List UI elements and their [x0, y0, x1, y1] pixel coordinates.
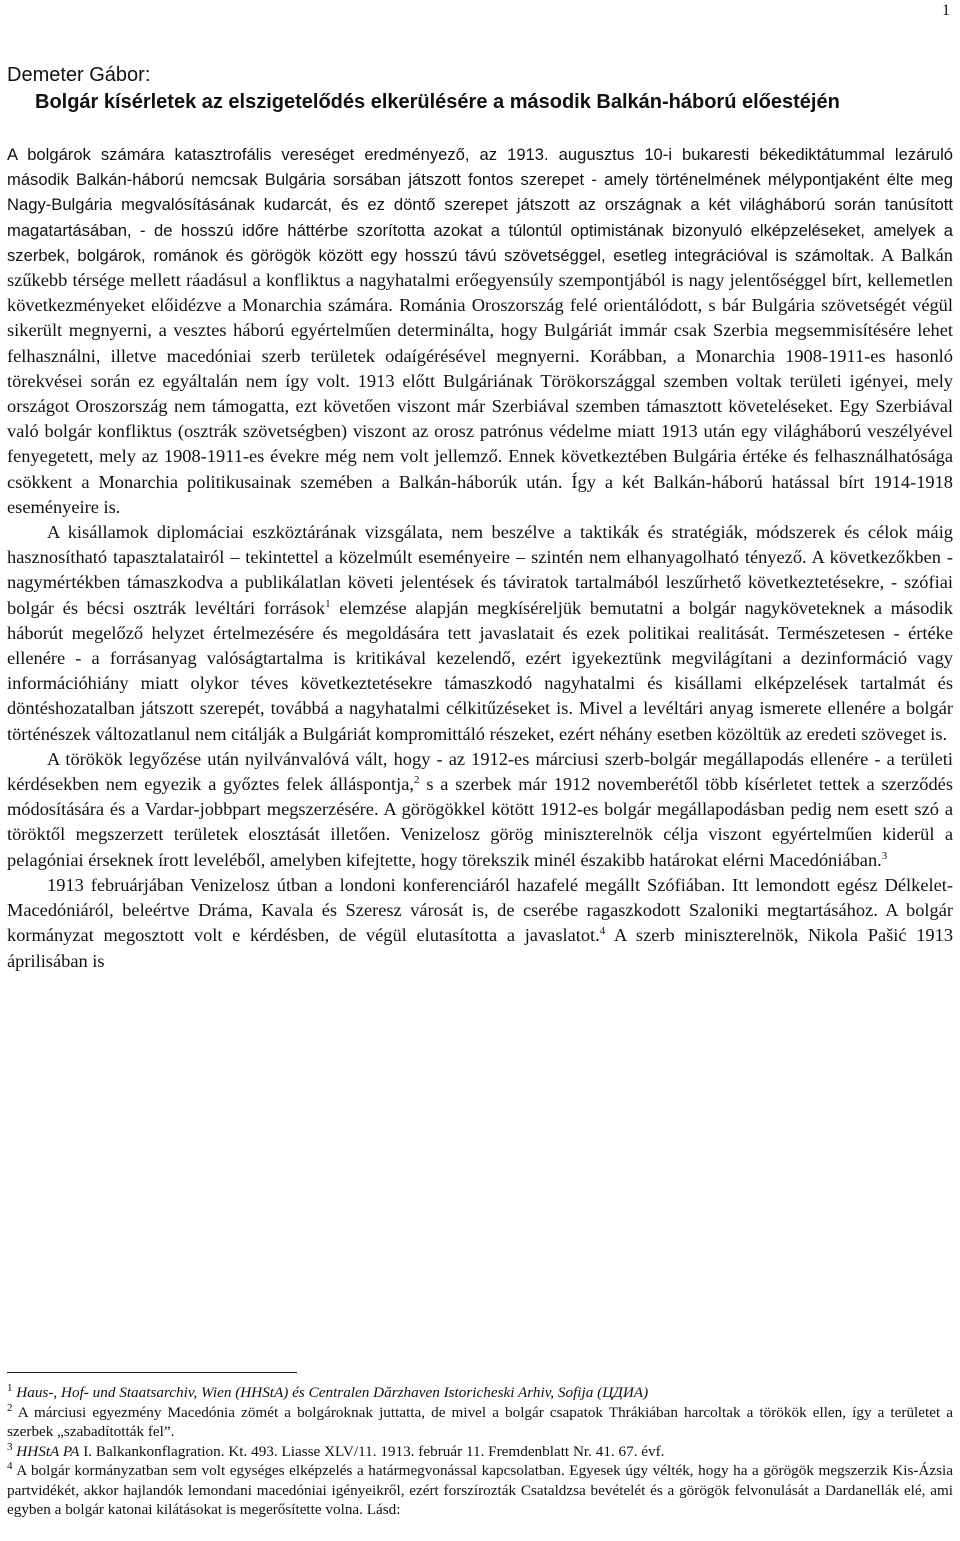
footnote-number: 3	[7, 1440, 13, 1453]
footnote-ref-2[interactable]: 2	[414, 773, 420, 786]
paragraph-4	[7, 873, 953, 974]
footnote-number: 4	[7, 1459, 13, 1472]
paragraph-2-after: elemzése alapján megkíséreljük bemutatni a bolgár nagyköveteknek a második háborút megelőző helyzet értelmezésére és megoldására tett javaslatait és ezek politikai realitását. Természetesen - értéke ellenére - a forrásanyag valóságtartalma is kritikával kezelendő, ezért igyekeztünk megvilágítani a dezinformáció vagy információhiány miatt olykor téves következtetésekre támaszkodó nagyhatalmi és kisállami elképzelések tartalmát és döntéshozatalban játszott szerepét, továbbá a nagyhatalmi célkitűzéseket is. Mivel a levéltári anyag ismerete ellenére a bolgár történészek változatlanul nem citálják a Bulgáriát kompromittáló részeket, ezért néhány esetben közöltük az eredeti szöveget is.	[7, 597, 953, 744]
document-body	[7, 62, 953, 974]
footnote-3	[7, 1442, 953, 1462]
page-number: 1	[942, 2, 950, 19]
paragraph-1-lead: A bolgárok számára katasztrofális vereséget eredményező, az 1913. augusztus 10-i bukaresti békediktátummal lezáruló második Balkán-háború nemcsak Bulgária sorsában játszott fontos szerepet - amely történelmének mélypontjaként élte meg Nagy-Bulgária megvalósításának kudarcát, és ez döntő szerepet játszott az országnak a két világháború során tanúsított magatartásában, - de hosszú időre háttérbe szorította azokat a túlontúl optimistának bizonyuló elképzeléseket, amelyek a szerbek, bolgárok, románok és görögök között egy hosszú távú szövetséggel, esetleg integrációval is számoltak.	[7, 145, 953, 265]
footnote-number: 2	[7, 1401, 13, 1414]
footnote-number: 1	[7, 1381, 13, 1394]
footnote-text: A bolgár kormányzatban sem volt egységes elképzelés a határmegvonással kapcsolatban. Egyesek úgy vélték, hogy ha a görögök megszerzik Kis-Ázsia partvidékét, akkor hajlandók lemondani macedóniai igényeikről, ezért forszírozták Csataldzsa bevételét és a görögök felvonulását a Dardanellák elé, ami egyben a bolgár katonai kilátásokat is megerősítette volna. Lásd:	[7, 1462, 953, 1518]
author-name: Demeter Gábor:	[7, 64, 151, 86]
paragraph-4-before: 1913 februárjában Venizelosz útban a londoni konferenciáról hazafelé megállt Szófiában. Itt lemondott egész Délkelet-Macedóniáról, beleértve Dráma, Kavala és Szeresz városát is, de cserébe ragaszkodott Szaloniki megtartásához. A bolgár kormányzat megosztott volt e kérdésben, de végül elutasította a javaslatot.	[7, 874, 953, 946]
footnote-text: Haus-, Hof- und Staatsarchiv, Wien (HHStA) és Centralen Dărzhaven Istoricheski Arhiv, Sofija (ЦДИА)	[16, 1384, 649, 1401]
footnote-1	[7, 1383, 953, 1403]
footnote-source-italic: HHStA PA	[16, 1442, 80, 1460]
footnotes-section	[7, 1372, 953, 1520]
paragraph-3-before: A törökök legyőzése után nyilvánvalóvá vált, hogy - az 1912-es márciusi szerb-bolgár megállapodás ellenére - a területi kérdésekben nem egyezik a győztes felek álláspontja,	[7, 748, 953, 795]
paragraph-3-middle: s a szerbek már 1912 novemberétől több kísérletet tettek a szerződés módosítására és a Vardar-jobbpart megszerzésére. A görögökkel kötött 1912-es bolgár megállapodásban pedig nem esett szó a töröktől megszerzett területek elosztását illetően. Venizelosz görög miniszterelnök célja viszont egyértelműen kiderül a pelagóniai érseknek írott leveléből, amelyben kifejtette, hogy törekszik minél északibb határokat elérni Macedóniában.	[7, 774, 953, 870]
paragraph-1	[7, 142, 953, 520]
footnote-divider	[7, 1372, 297, 1373]
paragraph-2-before: A kisállamok diplomáciai eszköztárának vizsgálata, nem beszélve a taktikák és stratégiák, módszerek és célok máig hasznosítható tapasztalatairól – tekintettel a közelmúlt eseményeire – szintén nem elhanyagolható tényező. A következőkben - nagymértékben támaszkodva a publikálatlan követi jelentések és táviratok tartalmából leszűrhető következtetésekre, - szófiai bolgár és bécsi osztrák levéltári források	[7, 522, 953, 618]
footnote-text: I. Balkankonflagration. Kt. 493. Liasse XLV/11. 1913. február 11. Fremdenblatt Nr. 41. 67. évf.	[79, 1442, 665, 1460]
main-text	[7, 142, 953, 974]
paragraph-3	[7, 747, 953, 873]
footnote-ref-3[interactable]: 3	[881, 849, 888, 862]
footnote-ref-1[interactable]: 1	[325, 597, 331, 610]
footnote-2	[7, 1403, 953, 1442]
footnote-ref-4[interactable]: 4	[599, 925, 606, 938]
document-title: Bolgár kísérletek az elszigetelődés elkerülésére a második Balkán-háború előestéjén	[35, 91, 840, 113]
paragraph-2	[7, 520, 953, 747]
paragraph-4-after: A szerb miniszterelnök, Nikola Pašić 1913 áprilisában is	[7, 925, 954, 971]
footnote-text: A márciusi egyezmény Macedónia zömét a bolgároknak juttatta, de mivel a bolgár csapatok Thrákiában harcoltak a törökök ellen, így a területet a szerbek „szabadították fel”.	[7, 1403, 953, 1440]
footnote-4	[7, 1461, 953, 1520]
paragraph-1-rest: A Balkán szűkebb térsége mellett ráadásul a konfliktus a nagyhatalmi erőegyensúly szempontjából is nagy jelentőséggel bírt, kellemetlen következményeket előidézve a Monarchia számára. Románia Oroszország felé orientálódott, s bár Bulgária szövetségét végül sikerült megnyerni, a vesztes háború egyértelműen determinálta, hogy Bulgáriát immár csak Szerbia megsemmisítésére lehet felhasználni, illetve macedóniai szerb területek odaígérésével megnyerni. Korábban, a Monarchia 1908-1911-es hasonló törekvései során ez egyáltalán nem így volt. 1913 előtt Bulgáriának Törökországgal szemben voltak területi igényei, mely országot Oroszország nem támogatta, ezt követően viszont már Szerbiával szemben támasztott követeléseket. Egy Szerbiával való bolgár konfliktus (osztrák szövetségben) viszont az orosz patrónus védelme miatt 1913 után egy világháború veszélyével fenyegetett, mely az 1908-1911-es évekre még nem volt jellemző. Ennek következtében Bulgária értéke és felhasználhatósága csökkent a Monarchia politikusainak szemében a Balkán-háborúk után. Így a két Balkán-háború hatással bírt 1914-1918 eseményeire is.	[7, 244, 953, 517]
